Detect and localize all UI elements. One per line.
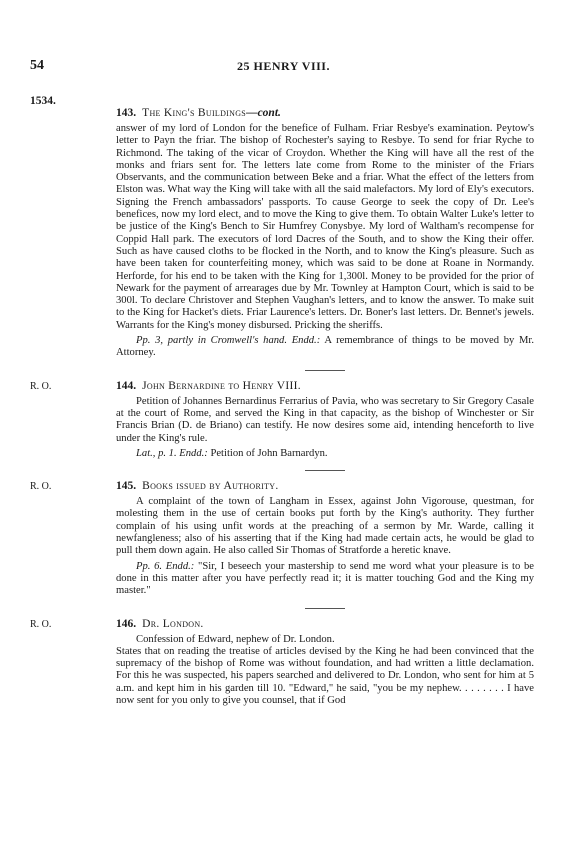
note-label: Pp. 3, partly in Cromwell's hand. Endd.: bbox=[136, 335, 321, 347]
entry-heading bbox=[116, 617, 534, 631]
entry-title: Books issued by Authority. bbox=[142, 480, 279, 493]
entry-number: 144. bbox=[116, 379, 137, 392]
page-header bbox=[30, 58, 537, 74]
entry-body: Petition of Johannes Bernardinus Ferrarius of Pavia, who was secretary to Sir Gregory Casale at the court of Rome, and served the King in that capacity, as the bishop of Winchester or Sir Francis Brian (D. de Briano) can testify. He now desires some aid, intending henceforth to live under the King's rule. bbox=[116, 395, 534, 444]
entry-heading bbox=[116, 479, 534, 493]
note-label: Lat., p. 1. Endd.: bbox=[136, 447, 208, 459]
marginal-source: R. O. bbox=[30, 618, 52, 630]
running-title: 25 HENRY VIII. bbox=[237, 59, 330, 73]
entry-number: 143. bbox=[116, 107, 137, 119]
entry-heading bbox=[116, 106, 534, 120]
marginal-source: R. O. bbox=[30, 380, 52, 392]
year-label: 1534. bbox=[30, 95, 56, 107]
divider bbox=[305, 470, 345, 471]
entry-146 bbox=[30, 617, 534, 708]
calendar-entries bbox=[30, 106, 534, 717]
entry-144 bbox=[30, 379, 534, 460]
divider bbox=[305, 370, 345, 371]
entry-body: Confession of Edward, nephew of Dr. London. bbox=[136, 633, 335, 645]
entry-body-continued: States that on reading the treatise of articles devised by the King he had been convinced that the supremacy of the bishop of Rome was without foundation, and had written a little declamation. For this he was suspected, his papers searched and delivered to Dr. London, who sent for him at 5 a.m. and kept him in his garden till 10. "Edward," he said, "you be my nephew. . . . . . . . I have now sent for you only to give you counsel, that if God bbox=[116, 645, 534, 706]
entry-heading bbox=[116, 379, 534, 393]
entry-title: Dr. London. bbox=[142, 617, 204, 630]
note-text: Petition of John Barnardyn. bbox=[207, 447, 328, 459]
entry-note bbox=[116, 335, 534, 360]
entry-143 bbox=[116, 106, 534, 360]
entry-note bbox=[116, 448, 534, 460]
note-label: Pp. 6. Endd.: bbox=[136, 560, 195, 572]
entry-body: answer of my lord of London for the benefice of Fulham. Friar Resbye's examination. Peytow's letter to Payn the friar. The bishop of Rochester's saying to Resbye. To send for friar Ryche to Richmond. The taking of the vicar of Croydon. Whether the King will have all the rest of the monks and friars sent for. The letters late come from Rome to the minister of the Friars Observants, and the communication between Beke and a friar. What the effect of the letters from Elston was. What way the King will take with all the said malefactors. My lord of Ely's executors. Signing the French ambassadors' passports. To cause George to seek the copy of Dr. Lee's benefices, now my lord elect, and to move the King to give them. To obtain Walter Luke's letter to be justice of the King's Bench to Sir Humfrey Conysbye. My lord of Waltham's recompense for Coppid Hall park. The executors of lord Dacres of the South, and to show the King their offer. Such as have caused cloths to be flocked in the North, and to know the King's pleasure. Such as have been taken for counterfeiting money, which was said to be done at Roane in Normandy. Herforde, for his end to be taken with the King for 1,300l. Money to be provided for the prior of Newark for the payment of arrearages due by Mr. Townley at Hampton Court, which is said to be 300l. To declare Christover and Stephen Vaughan's letters, and to know the answer. To make suit to the King for Hacket's diets. Friar Laurence's letters. Dr. Boner's last letters. Dr. Bennet's jewels. Warrants for the King's money disbursed. Pricking the sheriffs. bbox=[116, 123, 534, 331]
entry-title: The King's Buildings bbox=[142, 107, 247, 119]
entry-number: 146. bbox=[116, 617, 137, 630]
note-text: A remembrance of things to be moved by Mr. Attorney. bbox=[116, 335, 534, 359]
entry-note bbox=[116, 561, 534, 598]
entry-title-suffix: —cont. bbox=[246, 107, 281, 119]
divider bbox=[305, 608, 345, 609]
note-text: "Sir, I beseech your mastership to send me word what your pleasure is to be done in this matter after you have perfectly read it; it is matter touching God and the King my master." bbox=[116, 560, 534, 597]
entry-145 bbox=[30, 479, 534, 597]
entry-body: A complaint of the town of Langham in Essex, against John Vigorouse, questman, for molesting them in the use of certain books put forth by the King's authority. They further complain of his using unfit words at the preaching of a sermon by Mr. Warde, calling it newfangleness; also of his asserting that if the King had made certain acts, he would be glad to pull them down again. He also called Sir Thomas of Stratforde a heretic knave. bbox=[116, 496, 534, 557]
page-number: 54 bbox=[30, 58, 44, 73]
marginal-source: R. O. bbox=[30, 481, 52, 493]
entry-number: 145. bbox=[116, 480, 137, 493]
entry-title: John Bernardine to Henry VIII. bbox=[142, 379, 301, 392]
